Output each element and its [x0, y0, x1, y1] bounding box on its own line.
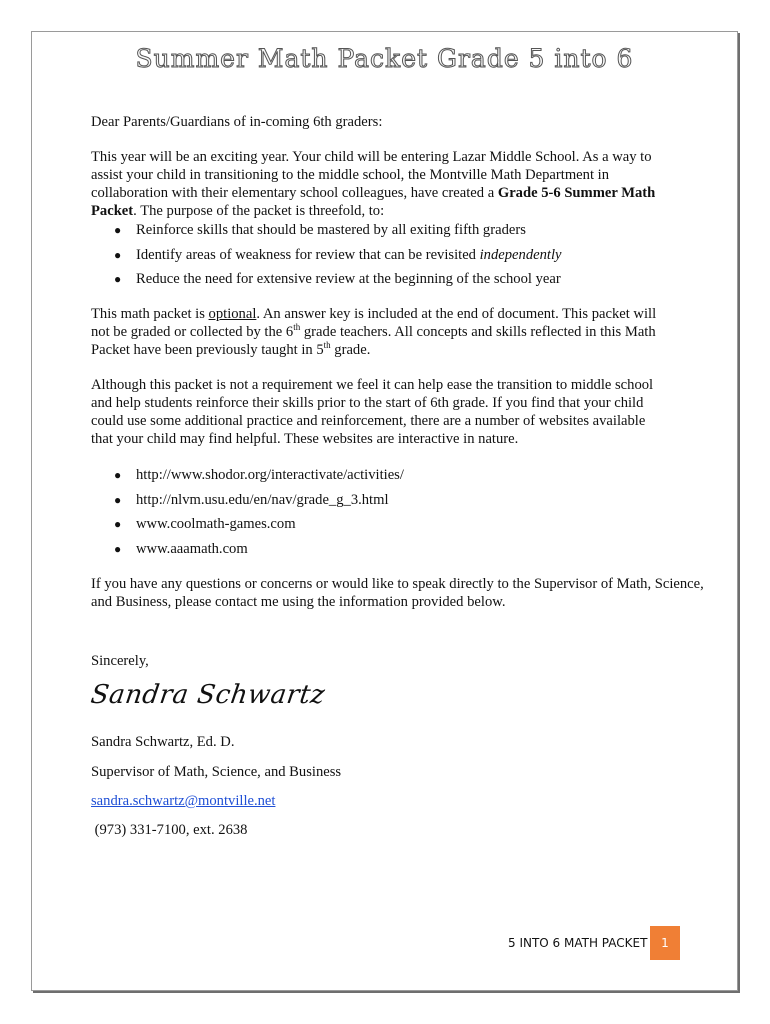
websites-line: that your child may find helpful. These websites are interactive in nature. — [91, 431, 519, 447]
bullet-icon: ● — [114, 223, 122, 237]
intro-paragraph — [91, 148, 731, 220]
website-link[interactable]: http://www.shodor.org/interactivate/activities/ — [136, 467, 404, 483]
optional-underlined: optional — [208, 306, 257, 322]
list-item — [91, 540, 404, 565]
optional-line — [91, 323, 731, 341]
website-link[interactable]: www.coolmath-games.com — [136, 516, 296, 533]
optional-line — [91, 305, 731, 323]
bullet-icon: ● — [114, 492, 122, 507]
email-link[interactable]: sandra.schwartz@montville.net — [91, 793, 276, 809]
list-item — [91, 221, 561, 246]
website-list — [91, 466, 404, 564]
list-item — [91, 515, 404, 540]
closing: Sincerely, — [91, 653, 149, 669]
websites-line: and help students reinforce their skills prior to the start of 6th grade. If you find that your child — [91, 395, 644, 411]
list-item — [91, 491, 404, 516]
intro-text: collaboration with their elementary school colleagues, have created a — [91, 185, 498, 201]
list-item — [91, 466, 404, 491]
bullet-icon: ● — [114, 272, 122, 287]
intro-text: . The purpose of the packet is threefold, to: — [133, 203, 385, 219]
list-item-text: Reduce the need for extensive review at the beginning of the school year — [136, 271, 561, 288]
salutation: Dear Parents/Guardians of in-coming 6th graders: — [91, 114, 383, 130]
page-number-badge: 1 — [650, 926, 680, 960]
list-item — [91, 270, 561, 295]
signer-name: Sandra Schwartz, Ed. D. — [91, 734, 235, 750]
optional-paragraph — [91, 305, 731, 359]
bullet-icon: ● — [114, 517, 122, 532]
list-item — [91, 246, 561, 271]
bullet-icon: ● — [114, 468, 122, 482]
website-link[interactable]: http://nlvm.usu.edu/en/nav/grade_g_3.html — [136, 491, 389, 508]
signer-title: Supervisor of Math, Science, and Business — [91, 764, 342, 780]
intro-line: assist your child in transitioning to the middle school, the Montville Math Department in — [91, 167, 610, 183]
list-item-text: Reinforce skills that should be mastered by all exiting fifth graders — [136, 222, 526, 238]
intro-line: This year will be an exciting year. Your child will be entering Lazar Middle School. As a way to — [91, 149, 652, 165]
optional-line — [91, 341, 731, 359]
optional-text: . An answer key is included at the end of document. This packet will — [256, 306, 657, 322]
intro-line — [91, 184, 731, 202]
list-item-italic: independently — [479, 246, 562, 263]
websites-line: could use some additional practice and reinforcement, there are a number of websites available — [91, 413, 646, 429]
page-title: Summer Math Packet Grade 5 into 6 — [135, 44, 634, 73]
optional-text: Packet have been previously taught in 5 — [91, 342, 324, 358]
phone-number: (973) 331-7100, ext. 2638 — [91, 822, 248, 838]
optional-text: grade. — [330, 342, 371, 358]
optional-text: not be graded or collected by the 6 — [91, 324, 294, 340]
list-item-text: Identify areas of weakness for review that can be revisited — [136, 246, 480, 263]
optional-text: grade teachers. All concepts and skills reflected in this Math — [300, 324, 656, 340]
ordinal-superscript: th — [323, 340, 331, 351]
bullet-icon: ● — [114, 541, 122, 556]
websites-paragraph — [91, 376, 731, 448]
footer-label: 5 INTO 6 MATH PACKET — [508, 936, 648, 950]
contact-paragraph — [91, 575, 731, 611]
ordinal-superscript: th — [293, 322, 301, 333]
optional-text: This math packet is — [91, 306, 209, 322]
contact-line: and Business, please contact me using the information provided below. — [91, 594, 506, 610]
contact-line: If you have any questions or concerns or would like to speak directly to the Supervisor of Math, Science, — [91, 576, 704, 592]
bullet-icon: ● — [114, 247, 122, 262]
purpose-list — [91, 221, 561, 295]
website-link[interactable]: www.aaamath.com — [136, 540, 248, 557]
packet-name-bold: Grade 5-6 Summer Math — [497, 185, 656, 201]
handwritten-signature: Sandra Schwartz — [88, 680, 327, 710]
intro-line — [91, 202, 731, 220]
packet-name-bold: Packet — [91, 203, 134, 219]
websites-line: Although this packet is not a requirement we feel it can help ease the transition to middle school — [91, 377, 654, 393]
